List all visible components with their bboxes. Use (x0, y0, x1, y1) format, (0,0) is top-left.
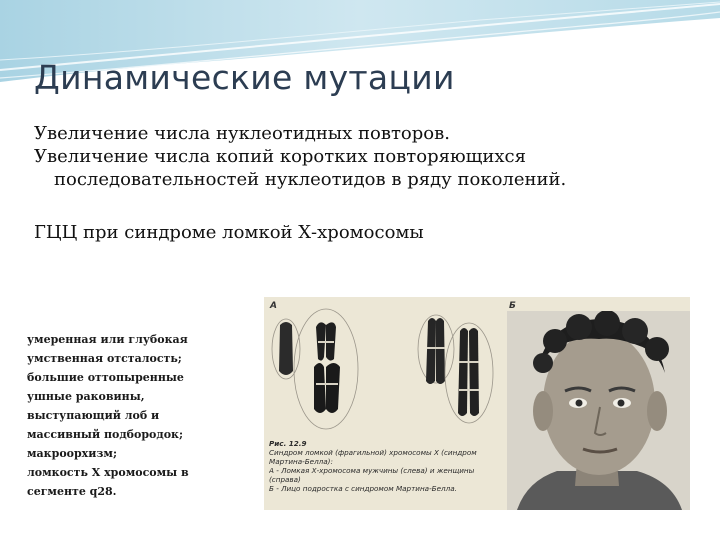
figure-label-b: Б (509, 301, 516, 311)
caption-line: А - Ломкая Х-хромосома мужчины (слева) и женщины (269, 466, 475, 475)
body-line-1: Увеличение числа нуклеотидных повторов. (34, 123, 450, 144)
caption-line: Синдром ломкой (фрагильной) хромосомы Х (синдром (269, 448, 477, 457)
symptom-line: макроорхизм; (27, 447, 118, 460)
slide-body (34, 122, 694, 244)
caption-line: Рис. 12.9 (269, 439, 307, 448)
figure-image (264, 297, 690, 510)
symptom-line: ушные раковины, (27, 390, 145, 403)
body-line-3: последовательностей нуклеотидов в ряду поколений. (54, 169, 567, 190)
slide-title: Динамические мутации (34, 58, 455, 97)
symptom-line: выступающий лоб и (27, 409, 160, 422)
symptom-line: массивный подбородок; (27, 428, 184, 441)
symptom-line: ломкость Х хромосомы в (27, 466, 189, 479)
figure-label-a: А (270, 301, 277, 311)
subheading: ГЦЦ при синдроме ломкой Х-хромосомы (34, 222, 424, 243)
body-line-2: Увеличение числа копий коротких повторяющихся (34, 146, 526, 167)
symptom-line: сегменте q28. (27, 485, 117, 498)
portrait-photo (507, 311, 690, 510)
caption-line: Б - Лицо подростка с синдромом Мартина-Белла. (269, 484, 457, 493)
symptoms-list (27, 330, 217, 501)
symptom-line: большие оттопыренные (27, 371, 184, 384)
figure-caption (269, 439, 507, 493)
symptom-line: умеренная или глубокая (27, 333, 188, 346)
caption-line: (справа) (269, 475, 301, 484)
caption-line: Мартина-Белла): (269, 457, 333, 466)
symptom-line: умственная отсталость; (27, 352, 182, 365)
